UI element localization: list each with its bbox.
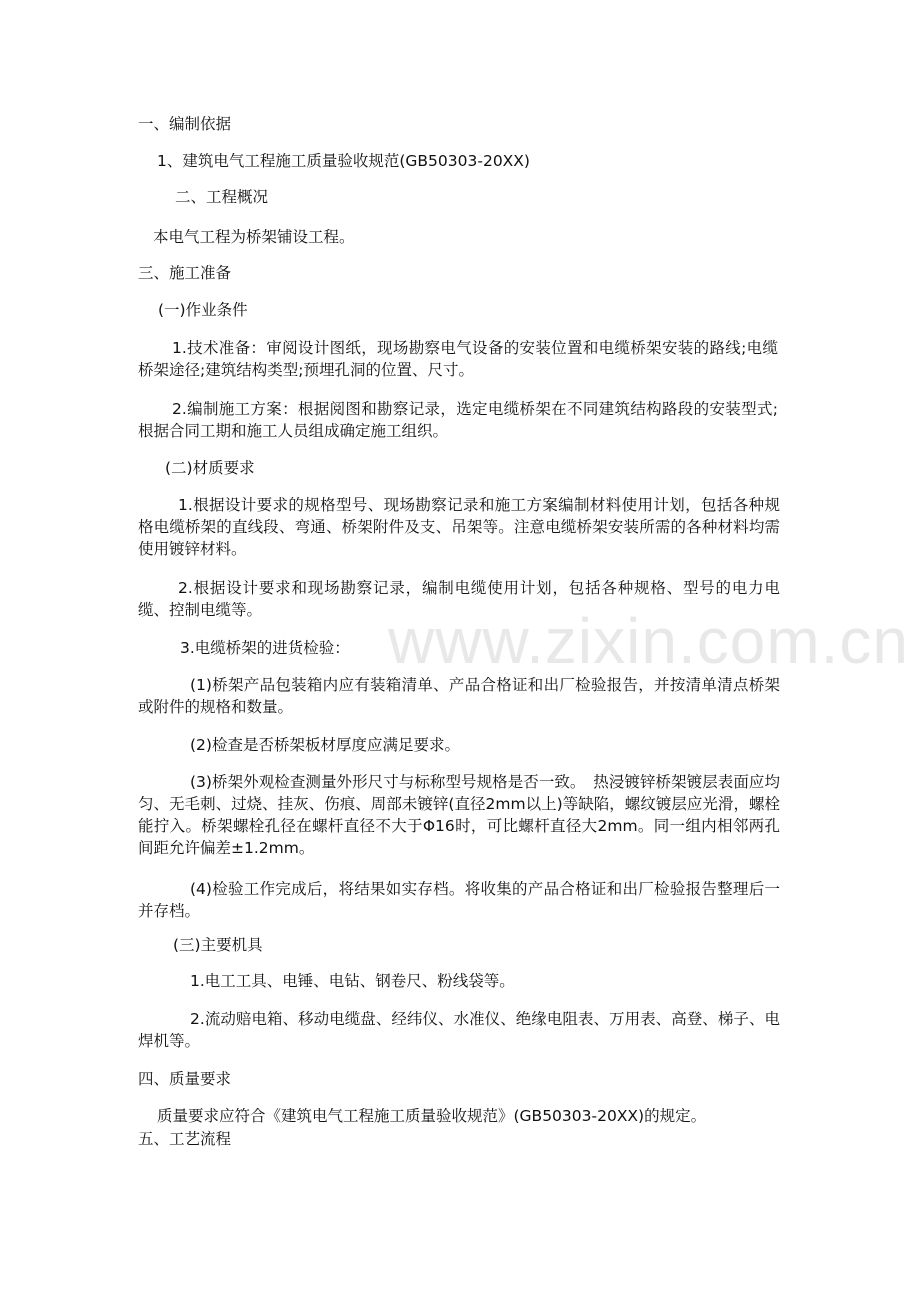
section-heading-1: 一、编制依据	[138, 115, 232, 133]
section-heading-2: 二、工程概况	[175, 188, 269, 206]
subsection-heading-materials: (二)材质要求	[165, 459, 255, 477]
watermark: www.zixin.com.cn	[388, 605, 909, 677]
section-heading-4: 四、质量要求	[138, 1070, 232, 1088]
section-heading-3: 三、施工准备	[138, 264, 232, 282]
inspection-item-2: (2)检查是否桥架板材厚度应满足要求。	[190, 736, 460, 754]
paragraph-construction-plan: 2.编制施工方案：根据阅图和勘察记录，选定电缆桥架在不同建筑结构路段的安装型式;根据合同工期和施工人员组成确定施工组织。	[138, 400, 778, 440]
paragraph-material-plan: 1.根据设计要求的规格型号、现场勘察记录和施工方案编制材料使用计划，包括各种规格电缆桥架的直线段、弯通、桥架附件及支、吊架等。注意电缆桥架安装所需的各种材料均需使用镀锌材料。	[138, 496, 780, 558]
subsection-heading-tools: (三)主要机具	[173, 936, 263, 954]
subsection-heading-work-conditions: (一)作业条件	[158, 301, 248, 319]
paragraph-incoming-inspection: 3.电缆桥架的进货检验：	[180, 639, 350, 657]
quality-requirement-text: 质量要求应符合《建筑电气工程施工质量验收规范》(GB50303-20XX)的规定。	[157, 1107, 707, 1125]
section-heading-5: 五、工艺流程	[138, 1130, 232, 1148]
inspection-item-3: (3)桥架外观检查测量外形尺寸与标称型号规格是否一致。 热浸镀锌桥架镀层表面应均匀、无毛刺、过烧、挂灰、伤痕、周部未镀锌(直径2mm以上)等缺陷，螺纹镀层应光滑，螺栓能拧入。桥架螺栓孔径在螺杆直径不大于Φ16时，可比螺杆直径大2mm。同一组内相邻两孔间距允许偏差±1.2mm。	[138, 773, 780, 857]
inspection-item-4: (4)检验工作完成后，将结果如实存档。将收集的产品合格证和出厂检验报告整理后一并存档。	[138, 880, 780, 920]
paragraph-tools-2: 2.流动赔电箱、移动电缆盘、经纬仪、水准仪、绝缘电阻表、万用表、高登、梯子、电焊机等。	[138, 1010, 780, 1050]
paragraph-cable-plan: 2.根据设计要求和现场勘察记录，编制电缆使用计划，包括各种规格、型号的电力电缆、控制电缆等。	[138, 579, 780, 619]
paragraph-tools-1: 1.电工工具、电锤、电钻、钢卷尺、粉线袋等。	[190, 972, 515, 990]
reference-item-1: 1、建筑电气工程施工质量验收规范(GB50303-20XX)	[157, 152, 530, 170]
inspection-item-1: (1)桥架产品包装箱内应有装箱清单、产品合格证和出厂检验报告，并按清单清点桥架或附件的规格和数量。	[138, 676, 780, 716]
overview-text: 本电气工程为桥架铺设工程。	[153, 228, 355, 246]
paragraph-technical-preparation: 1.技术准备：审阅设计图纸，现场勘察电气设备的安装位置和电缆桥架安装的路线;电缆桥架途径;建筑结构类型;预埋孔洞的位置、尺寸。	[138, 339, 778, 379]
